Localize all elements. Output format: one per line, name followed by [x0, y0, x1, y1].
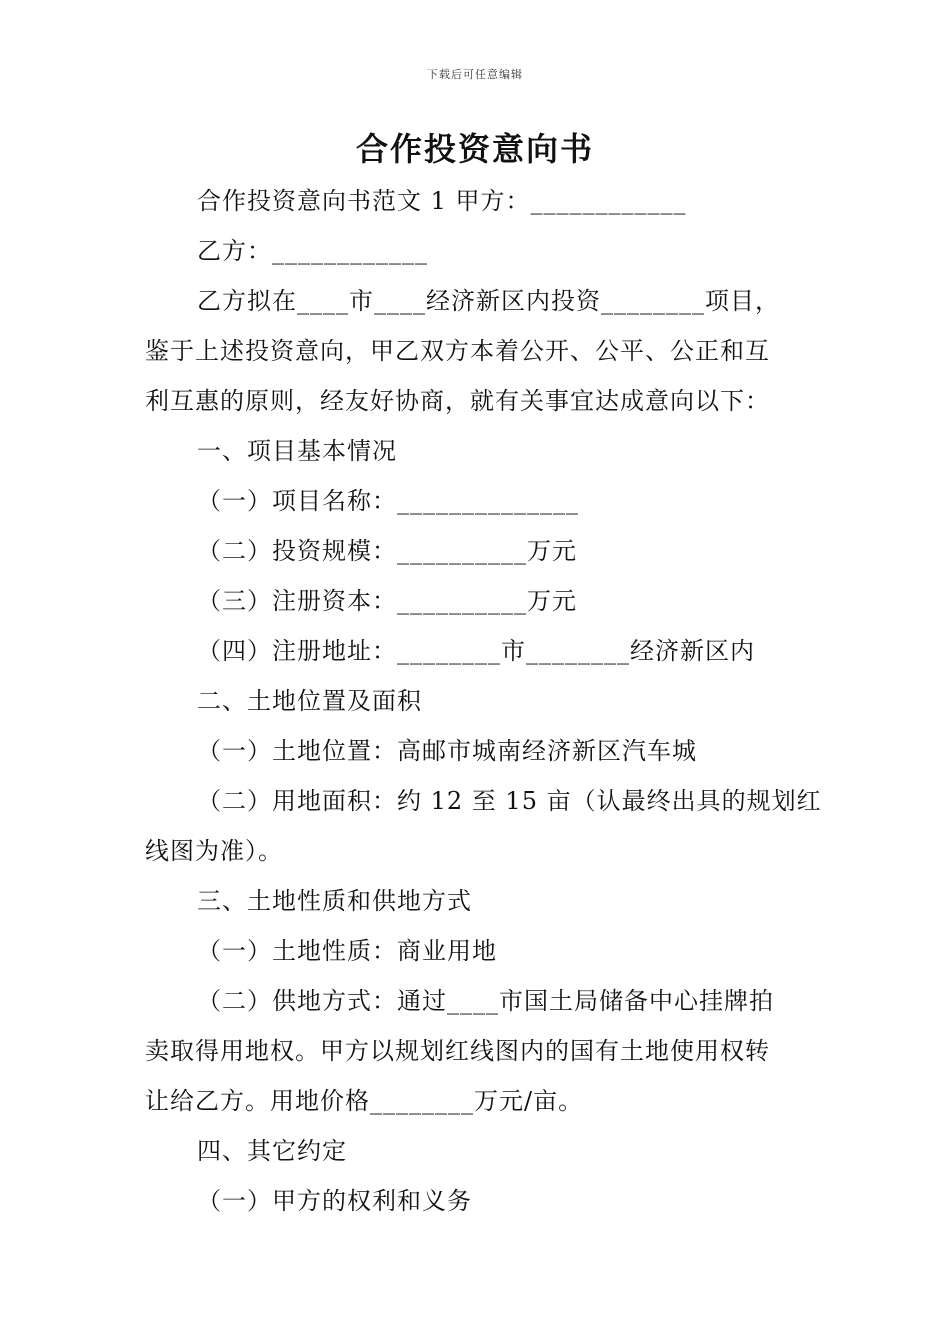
paragraph-line: 合作投资意向书范文 1 甲方：____________: [197, 187, 687, 215]
paragraph-line: 让给乙方。用地价格________万元/亩。: [145, 1087, 584, 1115]
header-note: 下载后可任意编辑: [427, 68, 523, 81]
paragraph-line: 鉴于上述投资意向，甲乙双方本着公开、公平、公正和互: [145, 337, 770, 365]
list-item: （四）注册地址：________市________经济新区内: [197, 637, 755, 665]
list-item: （一）土地位置：高邮市城南经济新区汽车城: [197, 737, 697, 765]
section-heading: 二、土地位置及面积: [197, 687, 422, 715]
list-item: （一）项目名称：______________: [197, 487, 579, 515]
paragraph-line: 乙方：____________: [197, 237, 428, 265]
document-title: 合作投资意向书: [355, 130, 594, 168]
section-heading: 四、其它约定: [197, 1137, 347, 1165]
paragraph-line: 乙方拟在____市____经济新区内投资________项目，: [197, 287, 780, 315]
list-item: （二）用地面积：约 12 至 15 亩（认最终出具的规划红: [197, 787, 822, 815]
paragraph-line: 卖取得用地权。甲方以规划红线图内的国有土地使用权转: [145, 1037, 770, 1065]
list-item: （一）甲方的权利和义务: [197, 1187, 472, 1215]
paragraph-line: 利互惠的原则，经友好协商，就有关事宜达成意向以下：: [145, 387, 770, 415]
list-item: （三）注册资本：__________万元: [197, 587, 577, 615]
paragraph-line: 线图为准）。: [145, 837, 283, 865]
list-item: （一）土地性质：商业用地: [197, 937, 497, 965]
document-body: [145, 176, 822, 1226]
list-item: （二）供地方式：通过____市国土局储备中心挂牌拍: [197, 987, 774, 1015]
list-item: （二）投资规模：__________万元: [197, 537, 577, 565]
section-heading: 三、土地性质和供地方式: [197, 887, 472, 915]
section-heading: 一、项目基本情况: [197, 437, 397, 465]
